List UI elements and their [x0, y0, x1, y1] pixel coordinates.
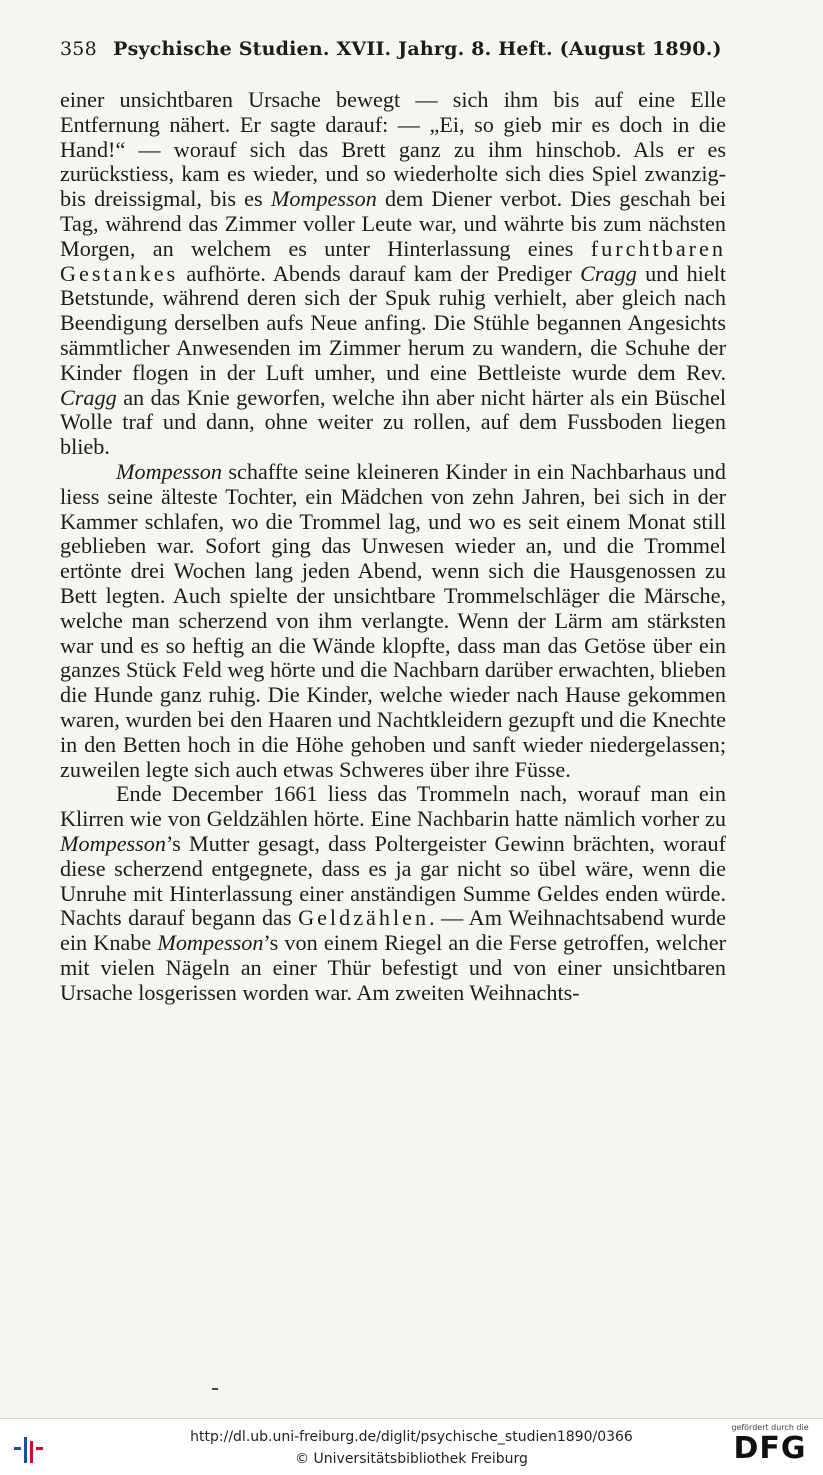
text-run: ’s Mutter gesagt, dass Poltergeister Gewinn brächten, worauf diese scherzend entgegnete, dass es ja gar nicht so übel wäre, wenn die Unruhe mit Hinterlassung einer anständigen Summe Geldes enden würde. Nachts darauf begann das [60, 830, 726, 931]
page-number: 358 [60, 38, 97, 60]
paragraph [60, 460, 726, 782]
text-run: an das Knie geworfen, welche ihn aber nicht härter als ein Büschel Wolle traf und dann, ohne weiter zu rollen, auf dem Fussboden liegen blieb. [60, 384, 726, 460]
person-name: Cragg [60, 384, 117, 410]
page-header [60, 38, 722, 60]
text-run: einer unsichtbaren Ursache bewegt — sich ihm bis auf eine Elle Entfernung nähert. Er sagte darauf: — „Ei, so gieb mir es doch in die Hand!“ — worauf sich das Brett ganz zu ihm hinschob. Als er es zurückstiess, kam es wieder, und so wiederholte sich dies Spiel zwanzig- bis dreissigmal, bis es [60, 87, 726, 212]
dfg-tagline: gefördert durch die [731, 1423, 809, 1432]
person-name: Cragg [580, 260, 637, 286]
body-text [60, 88, 726, 1005]
text-run: . — Am Weihnachtsabend wurde ein Knabe [60, 905, 726, 956]
text-run: und hielt Betstunde, während deren sich der Spuk ruhig verhielt, aber gleich nach Beendigung derselben aufs Neue anfing. Die Stühle begannen Angesichts sämmtlicher Anwesenden im Zimmer herum zu wandern, die Schuhe der Kinder flogen in der Luft umher, und eine Bettleiste wurde dem Rev. [60, 260, 726, 385]
running-title: Psychische Studien. XVII. Jahrg. 8. Heft. (August 1890.) [113, 38, 722, 60]
source-url[interactable]: http://dl.ub.uni-freiburg.de/diglit/psychische_studien1890/0366 [190, 1429, 633, 1445]
text-run: aufhörte. Abends darauf kam der Prediger [178, 260, 581, 286]
text-run: Ende December 1661 liess das Trommeln nach, worauf man ein Klirren wie von Geldzählen hörte. Eine Nachbarin hatte nämlich vorher zu [60, 781, 726, 832]
dfg-logo-text: DFG [733, 1431, 807, 1466]
dfg-logo [727, 1423, 813, 1471]
text-run: dem Diener verbot. Dies geschah bei Tag, während das Zimmer voller Leute war, und währte bis zum nächsten Morgen, an welchem es unter Hinterlassung eines [60, 186, 727, 261]
person-name: Mompesson [157, 930, 264, 956]
text-run: ’s von einem Riegel an die Ferse getroffen, welcher mit vielen Nägeln an einer Thür befestigt und von einer unsichtbaren Ursache losgerissen worden war. Am zweiten Weihnachts- [60, 930, 727, 1005]
copyright-notice: © Universitätsbibliothek Freiburg [295, 1451, 528, 1467]
person-name: Mompesson [116, 458, 222, 484]
emphasis-spaced: furchtbaren Gestankes [60, 235, 726, 286]
paragraph [60, 88, 726, 460]
paragraph [60, 782, 726, 1005]
person-name: Mompesson [60, 830, 166, 856]
footer-bar [0, 1418, 823, 1475]
text-run: schaffte seine kleineren Kinder in ein Nachbarhaus und liess seine älteste Tochter, ein Mädchen von zehn Jahren, bei sich in der Kammer schlafen, wo die Trommel lag, und wo es seit einem Monat still geblieben war. Sofort ging das Unwesen wieder an, und die Trommel ertönte drei Wochen lang jeden Abend, wenn sich die Hausgenossen zu Bett legten. Auch spielte der unsichtbare Trommelschläger die Märsche, welche man scherzend von ihm verlangte. Wenn der Lärm am stärksten war und es so heftig an die Wände klopfte, dass man das Getöse über ein ganzes Stück Feld weg hörte und die Nachbarn darüber erwachten, blieben die Hunde ganz ruhig. Die Kinder, welche wieder nach Hause gekommen waren, wurden bei den Haaren und Nachtkleidern gezupft und die Knechte in den Betten hoch in die Höhe gehoben und sanft wieder niedergelassen; zuweilen legte sich auch etwas Schweres über ihre Füsse. [60, 458, 726, 782]
scan-speck [212, 1388, 218, 1390]
person-name: Mompesson [270, 186, 377, 212]
emphasis-spaced: Geldzählen [298, 905, 430, 931]
